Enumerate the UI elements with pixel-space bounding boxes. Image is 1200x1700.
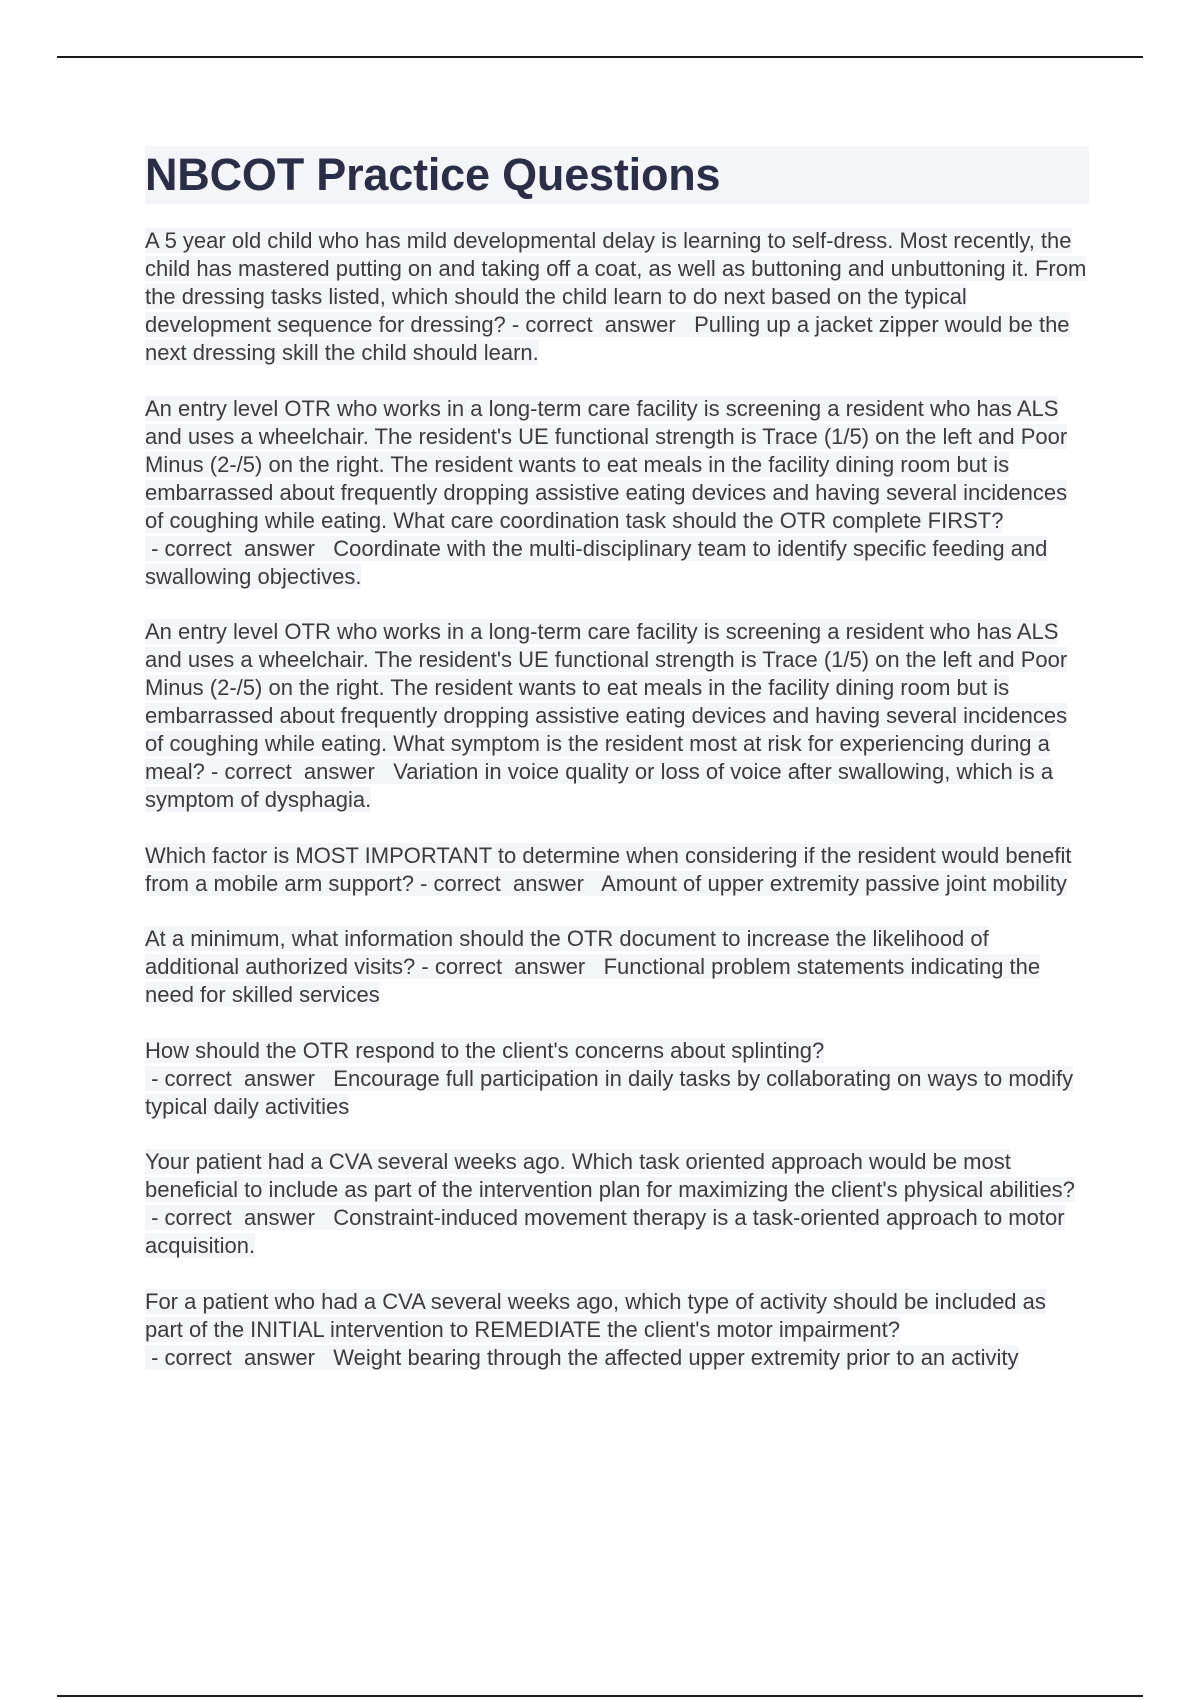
question-text: Which factor is MOST IMPORTANT to determine when considering if the resident would benefit from a mobile arm support?: [145, 842, 1072, 896]
question-text: At a minimum, what information should the OTR document to increase the likelihood of additional authorized visits?: [145, 926, 989, 979]
answer-separator: - correct answer: [145, 535, 334, 561]
qa-item-3: [145, 618, 1089, 814]
question-text: For a patient who had a CVA several weeks ago, which type of activity should be included as part of the INITIAL intervention to REMEDIATE the client's motor impairment?: [145, 1288, 1046, 1342]
question-text: A 5 year old child who has mild developmental delay is learning to self-dress. Most recently, the child has mastered putting on and taking off a coat, as well as buttoning and unbuttoning it. From the dressing tasks listed, which should the child learn to do next based on the typical development sequence for dressing?: [145, 228, 1087, 337]
answer-text: Weight bearing through the affected upper extremity prior to an activity: [333, 1344, 1019, 1370]
answer-separator: - correct answer: [414, 870, 602, 896]
qa-item-2: [145, 395, 1089, 591]
answer-separator: - correct answer: [204, 759, 394, 784]
answer-separator: - correct answer: [415, 954, 604, 979]
answer-text: Pulling up a jacket zipper would be the next dressing skill the child should learn.: [145, 312, 1070, 365]
title-band: [145, 146, 1089, 204]
answer-separator: - correct answer: [505, 312, 695, 337]
question-text: How should the OTR respond to the client's concerns about splinting?: [145, 1037, 825, 1063]
document-title: NBCOT Practice Questions: [145, 149, 721, 200]
answer-text: Variation in voice quality or loss of voice after swallowing, which is a symptom of dysphagia.: [145, 759, 1054, 812]
answer-separator: - correct answer: [145, 1065, 334, 1091]
document-page: [145, 146, 1089, 1399]
question-text: An entry level OTR who works in a long-term care facility is screening a resident who has ALS and uses a wheelchair. The resident's UE functional strength is Trace (1/5) on the left and Poor Minus (2-/5) on the right. The resident wants to eat meals in the facility dining room but is embarrassed about frequently dropping assistive eating devices and having several incidences of coughing while eating. What care coordination task should the OTR complete FIRST?: [145, 395, 1068, 533]
answer-text: Functional problem statements indicating the need for skilled services: [145, 954, 1041, 1007]
answer-text: Encourage full participation in daily tasks by collaborating on ways to modify typical daily activities: [145, 1065, 1074, 1119]
qa-item-6: [145, 1037, 1089, 1121]
top-rule: [57, 56, 1143, 58]
qa-item-1: [145, 227, 1089, 367]
qa-item-8: [145, 1288, 1089, 1372]
answer-text: Constraint-induced movement therapy is a task-oriented approach to motor acquisition.: [145, 1205, 1065, 1258]
bottom-rule: [57, 1695, 1143, 1697]
question-text: Your patient had a CVA several weeks ago. Which task oriented approach would be most beneficial to include as part of the intervention plan for maximizing the client's physical abilities?: [145, 1149, 1075, 1202]
qa-item-7: [145, 1148, 1089, 1260]
question-text: An entry level OTR who works in a long-term care facility is screening a resident who has ALS and uses a wheelchair. The resident's UE functional strength is Trace (1/5) on the left and Poor Minus (2-/5) on the right. The resident wants to eat meals in the facility dining room but is embarrassed about frequently dropping assistive eating devices and having several incidences of coughing while eating. What symptom is the resident most at risk for experiencing during a meal?: [145, 619, 1068, 784]
answer-text: Coordinate with the multi-disciplinary team to identify specific feeding and swallowing objectives.: [145, 535, 1048, 589]
qa-item-4: [145, 842, 1089, 898]
answer-separator: - correct answer: [145, 1344, 334, 1370]
qa-item-5: [145, 925, 1089, 1009]
answer-text: Amount of upper extremity passive joint mobility: [601, 870, 1067, 896]
answer-separator: - correct answer: [145, 1205, 334, 1230]
